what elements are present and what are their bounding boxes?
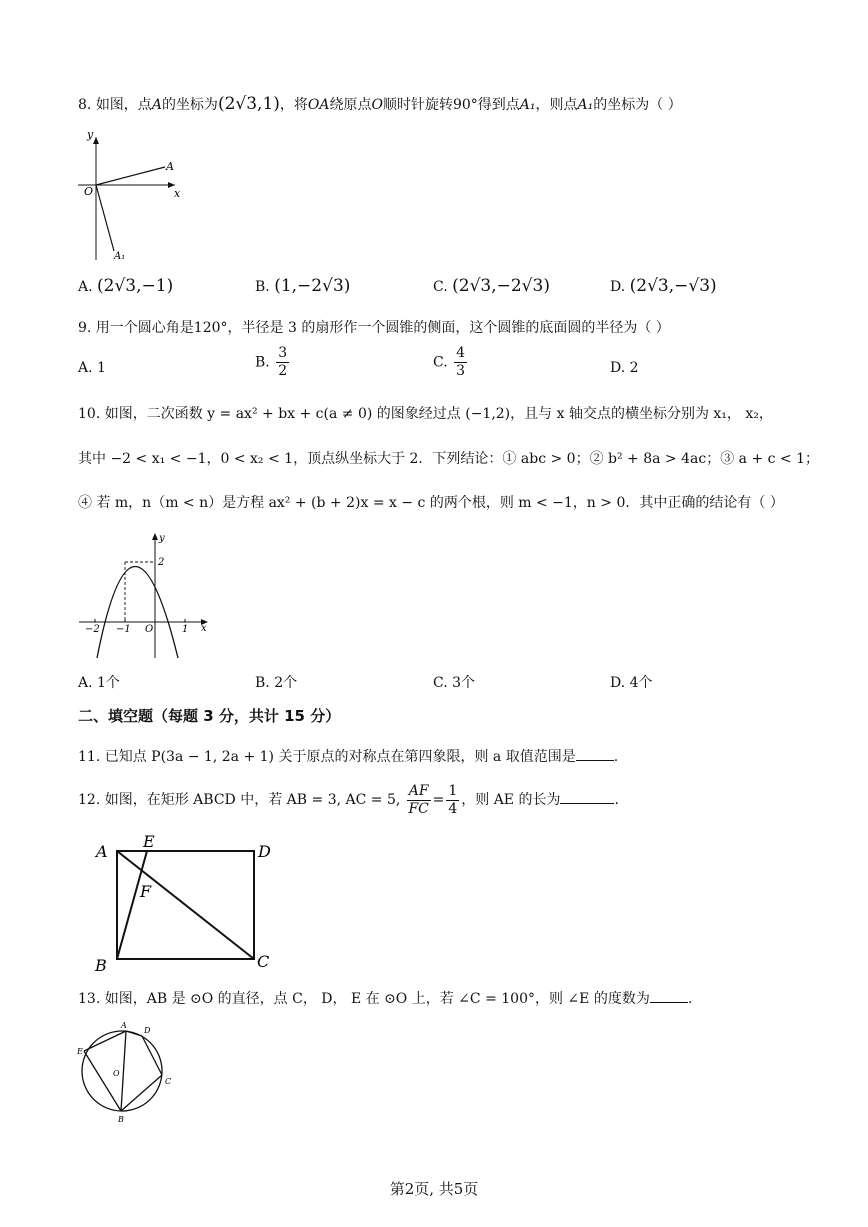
q12-value-fraction: $\frac{1}{4}$ [448,782,458,817]
label-F: F [140,882,152,901]
q10-option-c[interactable]: C. 3个 [433,675,476,691]
label-A: A [121,1021,127,1030]
section-heading: 二、填空题（每题 3 分，共计 15 分） [78,707,341,725]
q12-answer-blank[interactable] [560,789,614,804]
q8-option-b[interactable]: B. (1,−2√3) [255,276,351,296]
q13-answer-blank[interactable] [650,988,688,1003]
label-x: x [174,187,181,200]
q11-answer-blank[interactable] [576,746,614,761]
label-B: B [95,956,107,975]
q8-stem: 8. 如图，点A的坐标为(2√3,1)，将OA绕原点O顺时针旋转90°得到点A₁，则点A₁的坐标为（ ） [78,94,682,114]
chord-AD [126,1031,142,1036]
label-O: O [145,624,154,635]
q8-option-c[interactable]: C. (2√3,−2√3) [433,276,550,296]
label-A: A [96,842,108,861]
q10-stem-line2: 其中 −2 < x₁ < −1，0 < x₂ < 1，顶点纵坐标大于 2．下列结论：① abc > 0；② b² + 8a > 4ac；③ a + c < 1； [78,451,820,467]
label-D: D [258,842,271,861]
q12-stem: 12. 如图，在矩形 ABCD 中，若 AB = 3, AC = 5, $\frac{AF}{FC}$ = $\frac{1}{4}$ ，则 AE 的长为 . [78,782,619,817]
q9-c-fraction: $\frac{4}{3}$ [456,345,466,379]
label-y: y [87,128,94,141]
diameter-AB [121,1031,126,1111]
q12-ratio-fraction: $\frac{AF}{FC}$ [408,782,429,817]
y-axis-arrow [93,137,99,144]
label-E: E [143,832,155,851]
q13-stem: 13. 如图，AB 是 ⊙O 的直径，点 C， D， E 在 ⊙O 上，若 ∠C = 100°，则 ∠E 的度数为 . [78,988,692,1009]
q8-option-a[interactable]: A. (2√3,−1) [78,276,174,296]
y-axis-arrow [152,533,158,540]
q10-option-d[interactable]: D. 4个 [610,675,653,691]
label-m2: −2 [85,624,100,635]
label-O: O [84,185,94,198]
segment-OA [96,167,165,185]
label-2: 2 [158,557,165,568]
label-x: x [201,623,207,634]
diagonal-AC [117,851,254,959]
q9-option-c[interactable]: C. $\frac{4}{3}$ [433,345,466,379]
chord-EA [84,1031,126,1051]
label-B: B [118,1115,124,1124]
page-footer: 第2页, 共5页 [389,1180,479,1198]
q12-figure [90,832,280,975]
q9-b-fraction: $\frac{3}{2}$ [278,345,288,379]
q9-option-d[interactable]: D. 2 [610,360,639,376]
q9-option-b[interactable]: B. $\frac{3}{2}$ [255,345,288,379]
segment-OA1 [96,185,114,251]
label-E: E [77,1047,83,1056]
q10-option-b[interactable]: B. 2个 [255,675,298,691]
label-C: C [257,952,270,971]
label-y: y [159,533,165,544]
q8-figure [70,125,190,265]
q8-option-d[interactable]: D. (2√3,−√3) [610,276,717,296]
q11-stem: 11. 已知点 P(3a − 1, 2a + 1) 关于原点的对称点在第四象限，则 a 取值范围是 . [78,746,618,767]
q9-option-a[interactable]: A. 1 [78,360,106,376]
q9-stem: 9. 用一个圆心角是120°，半径是 3 的扇形作一个圆锥的侧面，这个圆锥的底面圆的半径为（ ） [78,320,670,336]
q10-stem-line1: 10. 如图，二次函数 y = ax² + bx + c(a ≠ 0) 的图象经过点 (−1,2)，且与 x 轴交点的横坐标分别为 x₁， x₂， [78,406,773,422]
label-m1: −1 [116,624,131,635]
label-O: O [113,1069,120,1078]
q10-figure [75,530,215,660]
label-C: C [165,1077,172,1086]
q13-figure [74,1018,184,1128]
q10-stem-line3: ④ 若 m，n（m < n）是方程 ax² + (b + 2)x = x − c 的两个根，则 m < −1，n > 0．其中正确的结论有（ ） [78,495,784,511]
label-A1: A₁ [114,251,126,262]
label-1: 1 [182,624,189,635]
parabola [97,567,178,659]
segment-BE [117,851,147,959]
label-D: D [144,1026,151,1035]
q10-option-a[interactable]: A. 1个 [78,675,120,691]
chord-EB [84,1051,121,1111]
label-A: A [166,160,174,173]
